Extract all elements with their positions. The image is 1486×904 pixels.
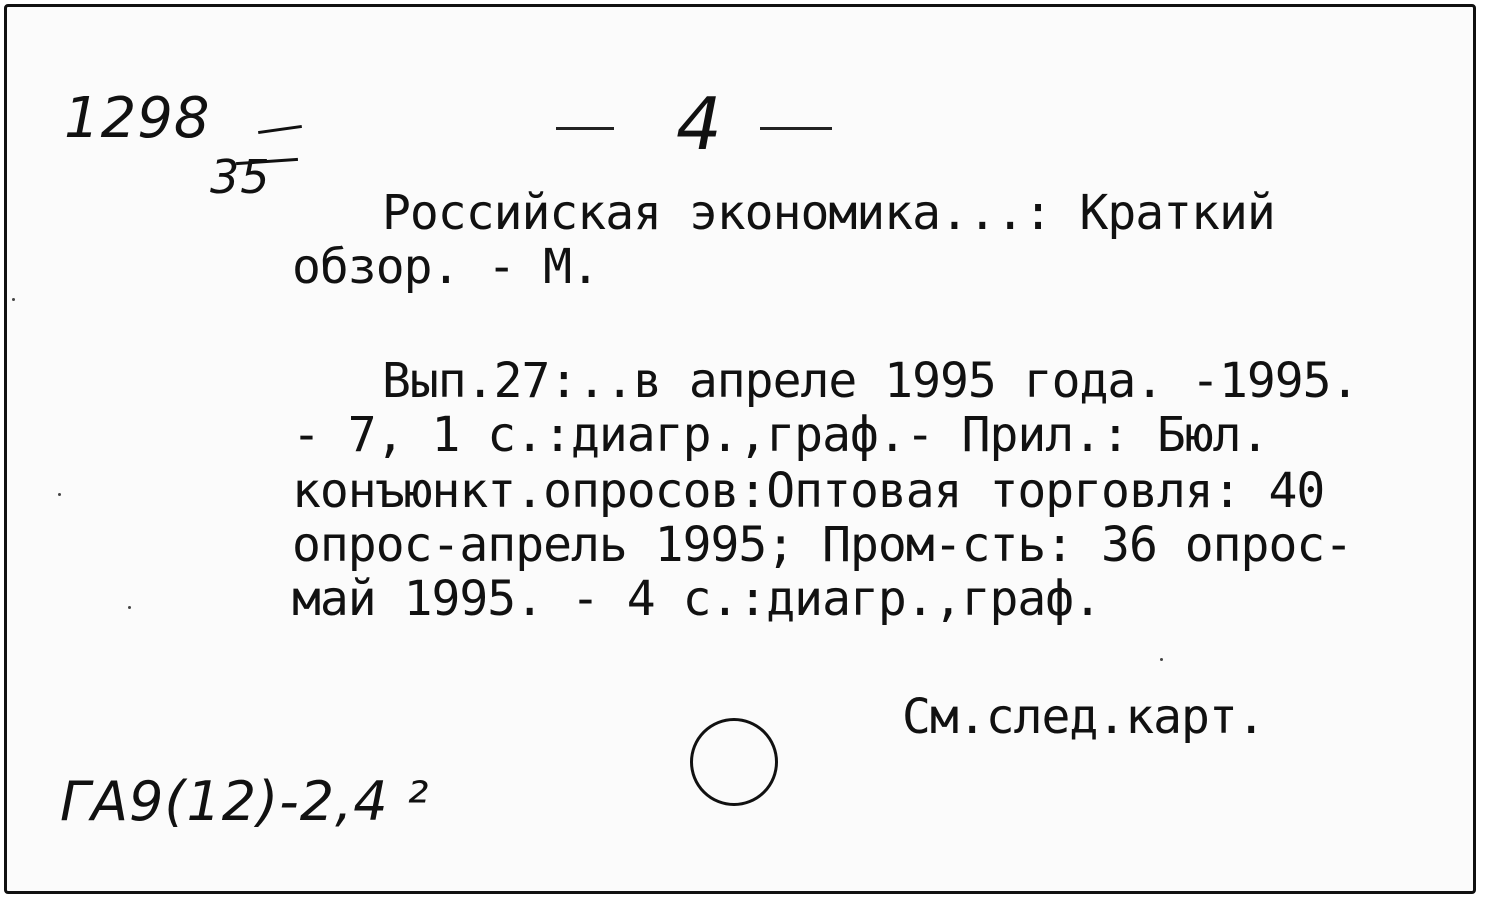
issue-line: - 7, 1 с.:диагр.,граф.- Прил.: Бюл. [292, 407, 1269, 463]
issue-line: конъюнкт.опросов:Оптовая торговля: 40 [292, 463, 1325, 519]
title-line: обзор. - М. [292, 239, 599, 295]
see-next-card-note: См.след.карт. [902, 689, 1265, 745]
page-number: 4 [676, 82, 723, 166]
speck [128, 606, 131, 609]
page-number-dash-right [760, 127, 832, 130]
call-number-sub: 35 [210, 150, 271, 204]
title-line: Российская экономика...: Краткий [382, 185, 1275, 241]
issue-line: май 1995. - 4 с.:диагр.,граф. [292, 571, 1102, 627]
issue-line: Вып.27:..в апреле 1995 года. -1995. [382, 353, 1359, 409]
call-number: 1298 [64, 86, 211, 151]
page-number-dash-left [556, 127, 614, 130]
punch-hole [690, 718, 778, 806]
issue-line: опрос-апрель 1995; Пром-сть: 36 опрос- [292, 517, 1353, 573]
speck [12, 298, 15, 301]
shelf-mark: ГА9(12)-2,4 ² [60, 770, 430, 833]
speck [58, 493, 61, 496]
speck [1160, 658, 1163, 661]
